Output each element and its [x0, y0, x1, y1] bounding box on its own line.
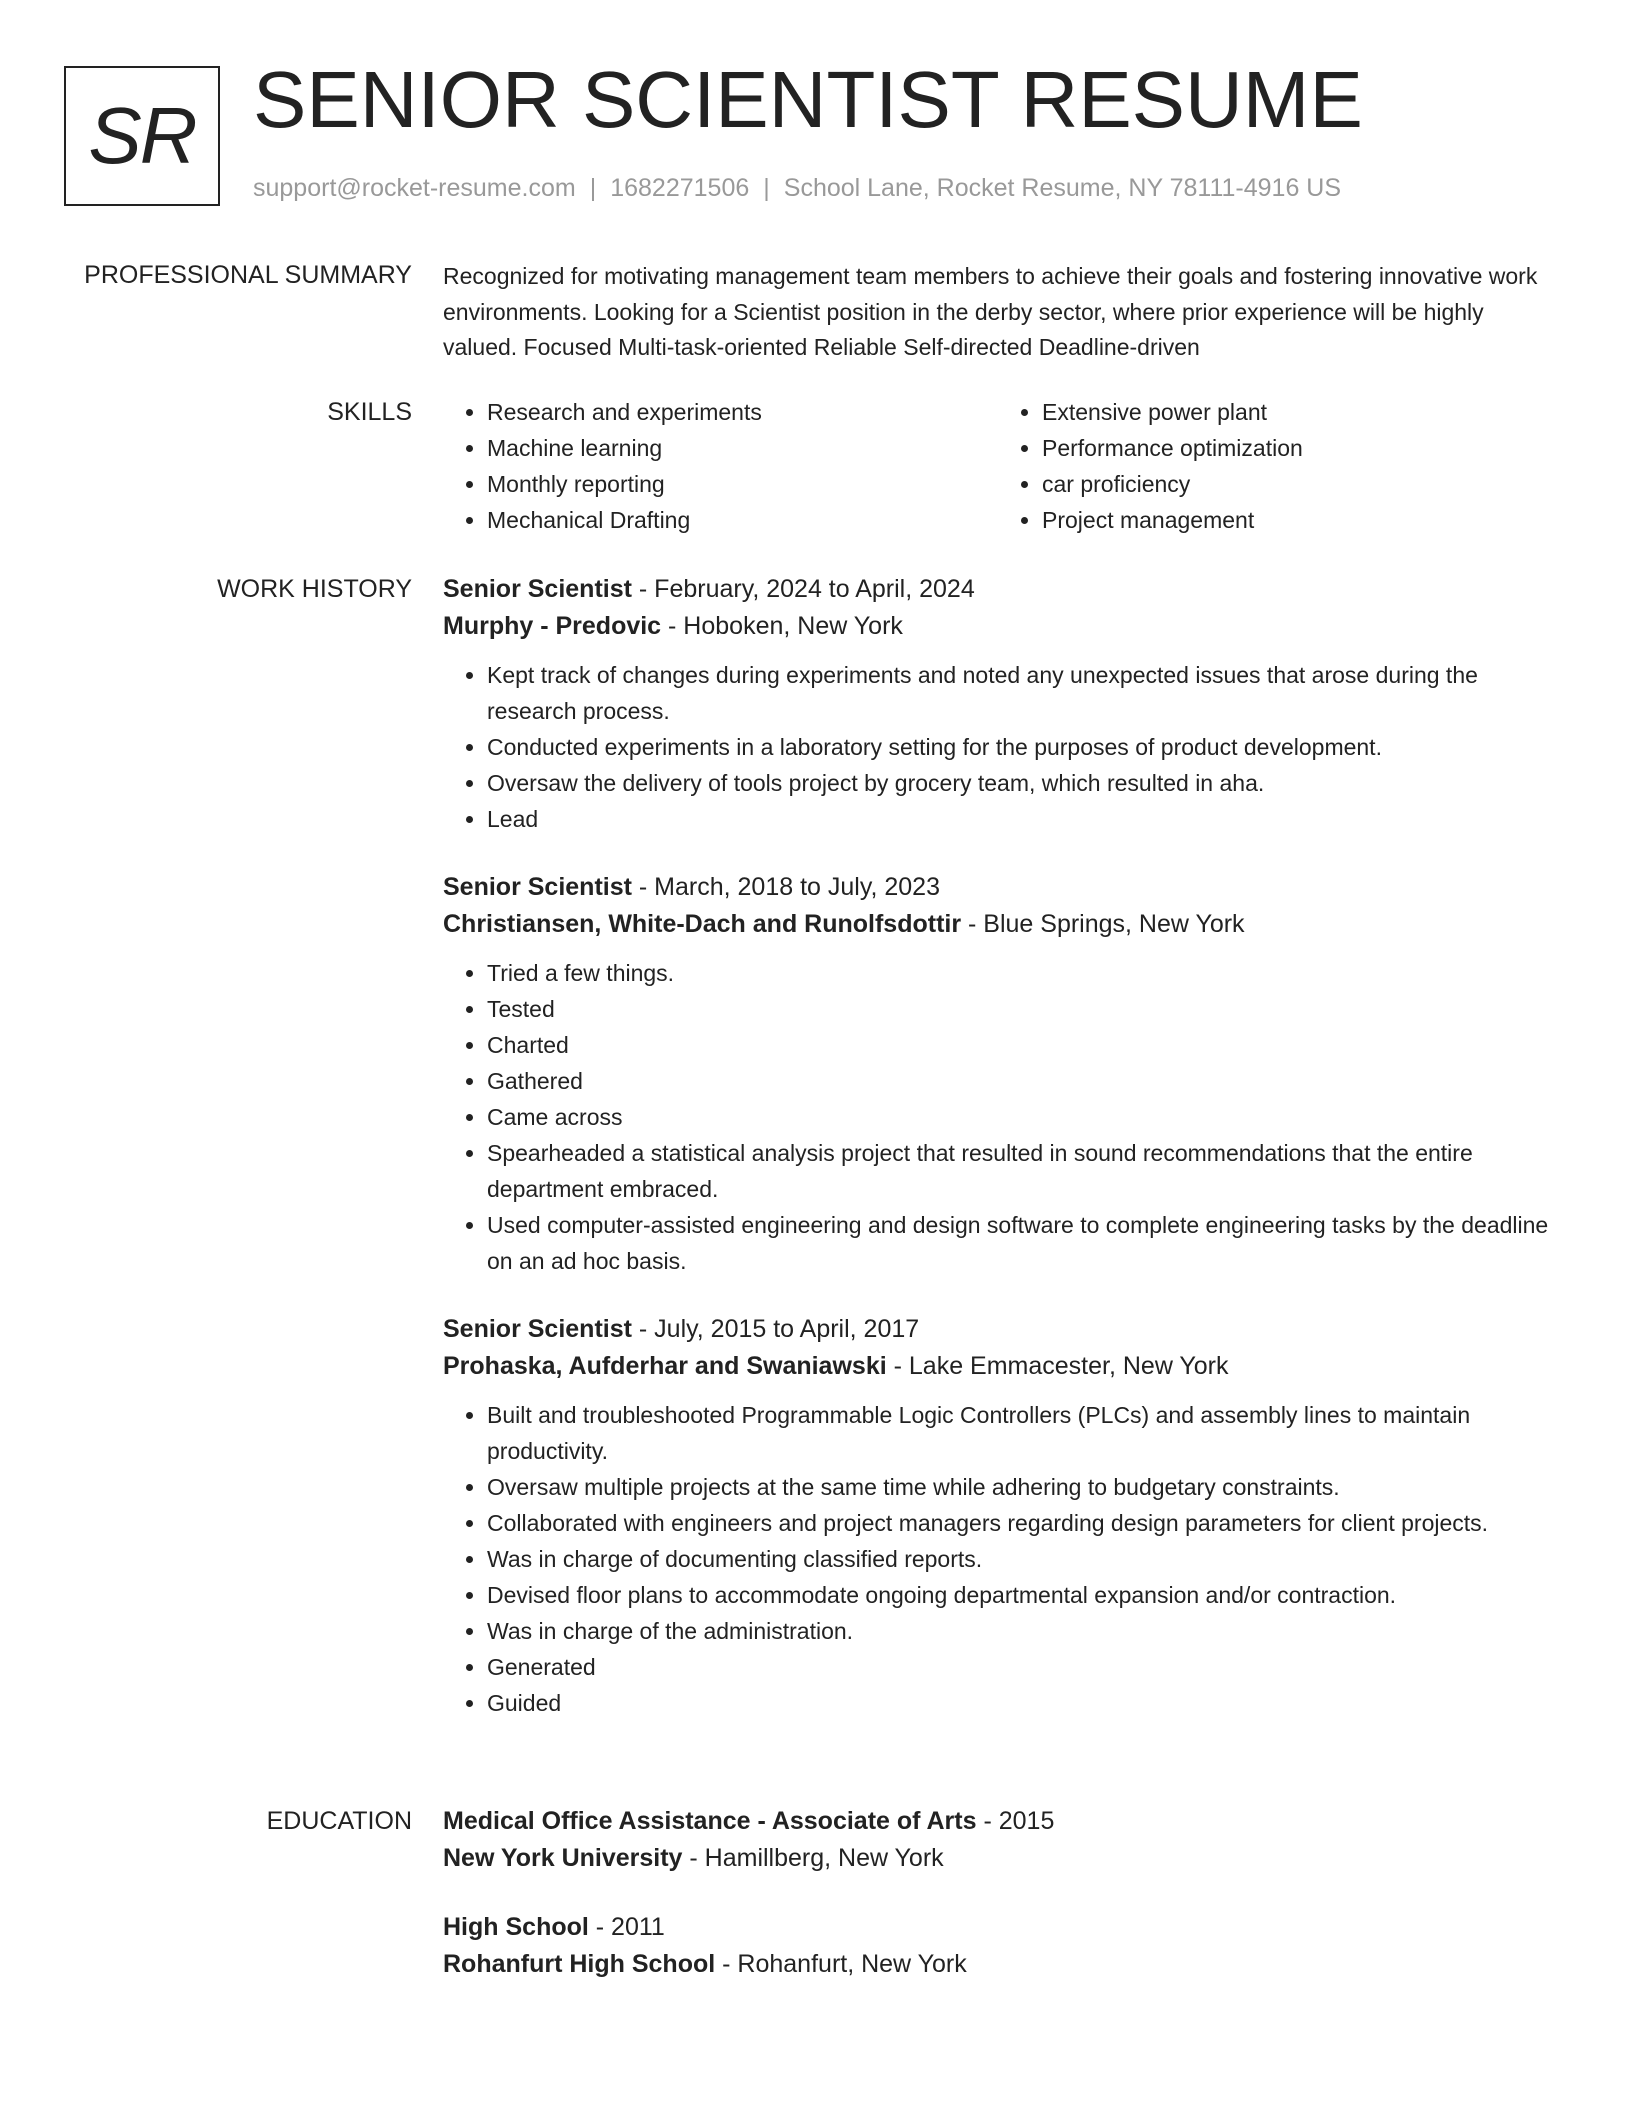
job-bullet: • Oversaw the delivery of tools project by grocery team, which resulted in aha. [487, 765, 1553, 801]
job-company: Murphy - Predovic [443, 612, 662, 640]
education-entry [443, 1909, 1553, 1983]
job-bullet: • Collaborated with engineers and project managers regarding design parameters for client projects. [487, 1505, 1553, 1541]
job-title: Senior Scientist [443, 1315, 632, 1343]
job-bullet: • Kept track of changes during experiments and noted any unexpected issues that arose during the research process. [487, 657, 1553, 729]
job-dates: - March, 2018 to July, 2023 [631, 873, 940, 901]
skill-item: • Monthly reporting [487, 466, 998, 502]
job-bullet: • Built and troubleshooted Programmable Logic Controllers (PLCs) and assembly lines to maintain productivity. [487, 1397, 1553, 1469]
skill-item: • Extensive power plant [1042, 394, 1553, 430]
job-entry [443, 1311, 1553, 1721]
education-location: - Rohanfurt, New York [715, 1950, 967, 1978]
job-title: Senior Scientist [443, 873, 632, 901]
job-bullet: • Charted [487, 1027, 1553, 1063]
summary-label: PROFESSIONAL SUMMARY [84, 261, 412, 289]
job-dates: - July, 2015 to April, 2017 [631, 1315, 920, 1343]
education-entry [443, 1803, 1553, 1877]
education-school: Rohanfurt High School [443, 1950, 716, 1978]
skill-item: • Mechanical Drafting [487, 502, 998, 538]
skills-left-list [443, 394, 998, 538]
summary-text: Recognized for motivating management team members to achieve their goals and fostering innovative work environments. Looking for a Scientist position in the derby sector, where prior experience will be highly valued. Focused Multi-task-oriented Reliable Self-directed Deadline-driven [443, 263, 1538, 360]
education-degree: High School [443, 1913, 589, 1941]
contact-separator: | [589, 174, 597, 202]
job-bullet: • Tried a few things. [487, 955, 1553, 991]
work-history-label: WORK HISTORY [217, 575, 412, 603]
job-bullet: • Was in charge of the administration. [487, 1613, 1553, 1649]
summary-body [443, 259, 1553, 366]
job-company: Christiansen, White-Dach and Runolfsdottir [443, 910, 962, 938]
skill-item: • Research and experiments [487, 394, 998, 430]
job-bullets [443, 657, 1553, 837]
contact-address: School Lane, Rocket Resume, NY 78111-4916 US [783, 174, 1342, 202]
job-location: - Blue Springs, New York [961, 910, 1245, 938]
job-bullet: • Used computer-assisted engineering and design software to complete engineering tasks by the deadline on an ad hoc basis. [487, 1207, 1553, 1279]
job-bullet: • Was in charge of documenting classified reports. [487, 1541, 1553, 1577]
job-bullet: • Generated [487, 1649, 1553, 1685]
job-company: Prohaska, Aufderhar and Swaniawski [443, 1352, 887, 1380]
job-bullet: • Conducted experiments in a laboratory setting for the purposes of product development. [487, 729, 1553, 765]
job-title-line [443, 1311, 1553, 1347]
education-label: EDUCATION [266, 1807, 412, 1835]
job-bullets [443, 1397, 1553, 1721]
skill-item: • Project management [1042, 502, 1553, 538]
contact-phone: 1682271506 [610, 174, 750, 202]
skill-item: • Machine learning [487, 430, 998, 466]
job-title-line [443, 869, 1553, 905]
education-degree: Medical Office Assistance - Associate of Arts [443, 1807, 977, 1835]
skills-label: SKILLS [327, 398, 412, 426]
monogram-initials: SR [64, 66, 220, 206]
job-entry [443, 571, 1553, 837]
work-history-body [443, 571, 1553, 1753]
education-degree-line [443, 1803, 1553, 1840]
job-dates: - February, 2024 to April, 2024 [631, 575, 975, 603]
job-entry [443, 869, 1553, 1279]
education-location: - Hamillberg, New York [682, 1844, 944, 1872]
job-bullet: • Gathered [487, 1063, 1553, 1099]
education-year: - 2015 [976, 1807, 1055, 1835]
job-company-line [443, 905, 1553, 943]
education-year: - 2011 [588, 1913, 665, 1941]
education-school-line [443, 1840, 1553, 1877]
contact-email: support@rocket-resume.com [253, 174, 576, 202]
resume-title: SENIOR SCIENTIST RESUME [253, 55, 1363, 144]
job-bullet: • Guided [487, 1685, 1553, 1721]
education-school-line [443, 1946, 1553, 1983]
contact-line [253, 172, 1341, 204]
job-company-line [443, 1347, 1553, 1385]
job-bullet: • Came across [487, 1099, 1553, 1135]
job-bullets [443, 955, 1553, 1279]
job-location: - Lake Emmacester, New York [886, 1352, 1229, 1380]
job-bullet: • Oversaw multiple projects at the same time while adhering to budgetary constraints. [487, 1469, 1553, 1505]
job-bullet: • Lead [487, 801, 1553, 837]
job-bullet: • Spearheaded a statistical analysis project that resulted in sound recommendations that the entire department embraced. [487, 1135, 1553, 1207]
education-school: New York University [443, 1844, 683, 1872]
job-title: Senior Scientist [443, 575, 632, 603]
job-location: - Hoboken, New York [661, 612, 903, 640]
education-degree-line [443, 1909, 1553, 1946]
education-body [443, 1803, 1553, 2015]
job-bullet: • Devised floor plans to accommodate ongoing departmental expansion and/or contraction. [487, 1577, 1553, 1613]
skill-item: • Performance optimization [1042, 430, 1553, 466]
job-title-line [443, 571, 1553, 607]
job-company-line [443, 607, 1553, 645]
job-bullet: • Tested [487, 991, 1553, 1027]
skills-body [443, 394, 1553, 538]
skills-right-list [998, 394, 1553, 538]
skill-item: • car proficiency [1042, 466, 1553, 502]
contact-separator: | [763, 174, 770, 202]
